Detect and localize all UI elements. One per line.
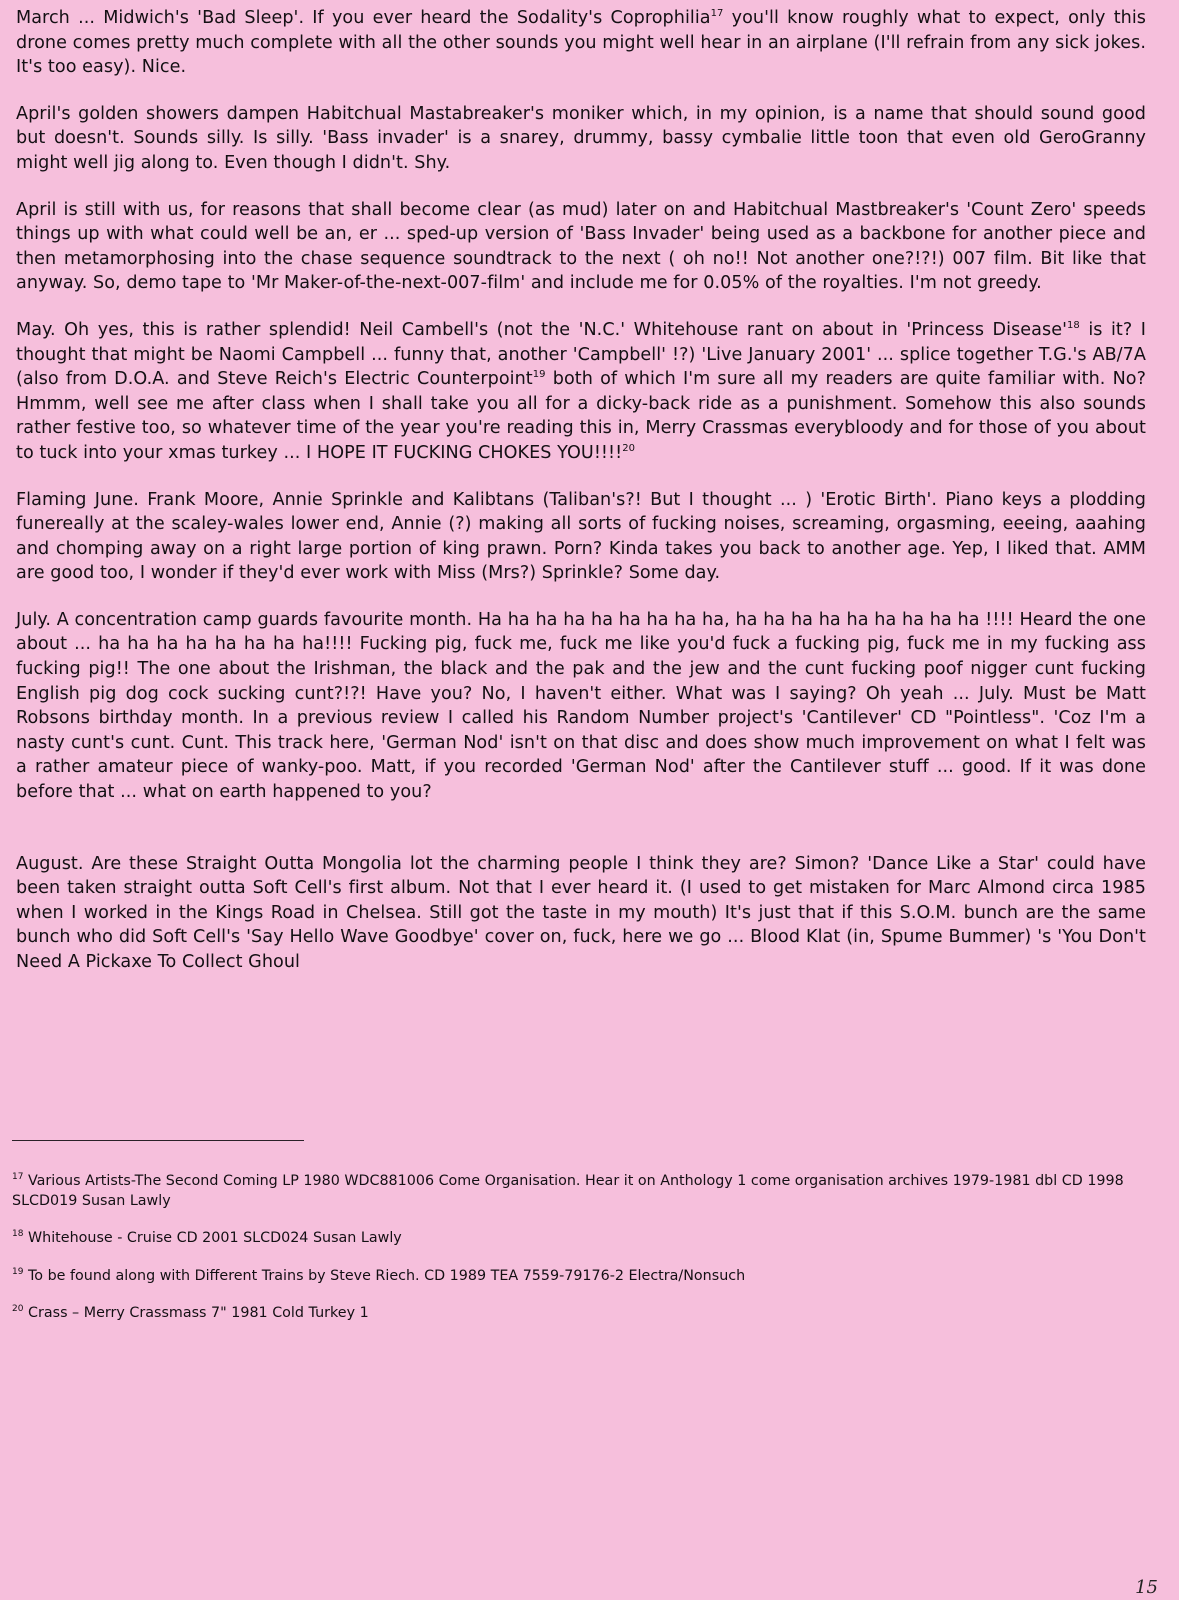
footnote-text: Various Artists-The Second Coming LP 1980 WDC881006 Come Organisation. Hear it on Anthology 1 come organisation archives 1979-1981 dbl CD 1998 SLCD019 Susan Lawly (12, 1173, 1124, 1209)
footnote-ref-18: 18 (1066, 320, 1080, 332)
footnote-18 (12, 1229, 1148, 1249)
paragraph-august: August. Are these Straight Outta Mongolia lot the charming people I think they are? Simon? 'Dance Like a Star' could have been taken straight outta Soft Cell's first album. Not that I ever heard it. (I used to get mistaken for Marc Almond circa 1985 when I worked in the Kings Road in Chelsea. Still got the taste in my mouth) It's just that if this S.O.M. bunch are the same bunch who did Soft Cell's 'Say Hello Wave Goodbye' cover on, fuck, here we go ... Blood Klat (in, Spume Bummer) 's 'You Don't Need A Pickaxe To Collect Ghoul (16, 853, 1146, 972)
footnote-number: 18 (12, 1229, 24, 1240)
footnote-number: 17 (12, 1172, 24, 1183)
footnotes (12, 1172, 1148, 1342)
footnote-20 (12, 1304, 1148, 1324)
paragraph-july: July. A concentration camp guards favourite month. Ha ha ha ha ha ha ha ha ha, ha ha ha ha ha ha ha ha ha !!!! Heard the one about ... ha ha ha ha ha ha ha ha!!!! Fucking pig, fuck me, fuck me like you'd fuck a fucking pig, fuck me in my fucking ass fucking pig!! The one about the Irishman, the black and the pak and the jew and the cunt fucking poof nigger cunt fucking English pig dog cock sucking cunt?!?! Have you? No, I haven't either. What was I saying? Oh yeah ... July. Must be Matt Robsons birthday month. In a previous review I called his Random Number project's 'Cantilever' CD "Pointless". 'Coz I'm a nasty cunt's cunt. Cunt. This track here, 'German Nod' isn't on that disc and does show much improvement on what I felt was a rather amateur piece of wanky-poo. Matt, if you recorded 'German Nod' after the Cantilever stuff ... good. If it was done before that ... what on earth happened to you? (16, 609, 1146, 803)
page-number: 15 (1135, 1577, 1158, 1598)
footnote-divider (12, 1140, 304, 1141)
footnote-ref-17: 17 (710, 8, 724, 20)
footnote-19 (12, 1267, 1148, 1287)
article-body (16, 6, 1146, 997)
footnote-17 (12, 1172, 1148, 1211)
paragraph-april-2: April is still with us, for reasons that shall become clear (as mud) later on and Habitchual Mastbreaker's 'Count Zero' speeds things up with what could well be an, er ... sped-up version of 'Bass Invader' being used as a backbone for another piece and then metamorphosing into the chase sequence soundtrack to the next ( oh no!! Not another one?!?!) 007 film. Bit like that anyway. So, demo tape to 'Mr Maker-of-the-next-007-film' and include me for 0.05% of the royalties. I'm not greedy. (16, 199, 1146, 294)
paragraph-may: May. Oh yes, this is rather splendid! Neil Cambell's (not the 'N.C.' Whitehouse rant on about in 'Princess $Disease'^{18}$ is it? I thought that might be Naomi Campbell ... funny that, another 'Campbell' !?) 'Live January 2001' ... splice together T.G.'s AB/7A (also from D.O.A. and Steve Reich's Electric Counterpoint$^{19}$ both of which I'm sure all my readers are quite familiar with. No? Hmmm, well see me after class when I shall take you all for a dicky-back ride as a punishment. Somehow this also sounds rather festive too, so whatever time of the year you're reading this in, Merry Crassmas everybloody and for those of you about to tuck into your xmas turkey ... I HOPE IT FUCKING CHOKES YOU!!!!$^{20}$ (16, 319, 1146, 463)
footnote-text: Whitehouse - Cruise CD 2001 SLCD024 Susan Lawly (23, 1230, 402, 1246)
footnote-ref-19: 19 (532, 369, 546, 381)
footnote-text: To be found along with Different Trains by Steve Riech. CD 1989 TEA 7559-79176-2 Electra/Nonsuch (23, 1267, 746, 1284)
footnote-ref-20: 20 (622, 443, 636, 455)
footnote-number: 20 (12, 1304, 24, 1315)
paragraph-march: March ... Midwich's 'Bad Sleep'. If you ever heard the Sodality's Coprophilia$^{17}$ you'll know roughly what to expect, only this drone comes pretty much complete with all the other sounds you might well hear in an airplane (I'll refrain from any sick jokes. It's too easy). Nice. (16, 8, 1146, 78)
paragraph-april-1: April's golden showers dampen Habitchual Mastabreaker's moniker which, in my opinion, is a name that should sound good but doesn't. Sounds silly. Is silly. 'Bass invader' is a snarey, drummy, bassy cymbalie little toon that even old GeroGranny might well jig along to. Even though I didn't. Shy. (16, 103, 1146, 173)
footnote-text: Crass – Merry Crassmass 7" 1981 Cold Turkey 1 (23, 1305, 369, 1321)
paragraph-june: Flaming June. Frank Moore, Annie Sprinkle and Kalibtans (Taliban's?! But I thought ... ) 'Erotic Birth'. Piano keys a plodding funereally at the scaley-wales lower end, Annie (?) making all sorts of fucking noises, screaming, orgasming, eeeing, aaahing and chomping away on a right large portion of king prawn. Porn? Kinda takes you back to another age. Yep, I liked that. AMM are good too, I wonder if they'd ever work with Miss (Mrs?) Sprinkle? Some day. (16, 489, 1146, 584)
footnote-number: 19 (12, 1266, 24, 1277)
